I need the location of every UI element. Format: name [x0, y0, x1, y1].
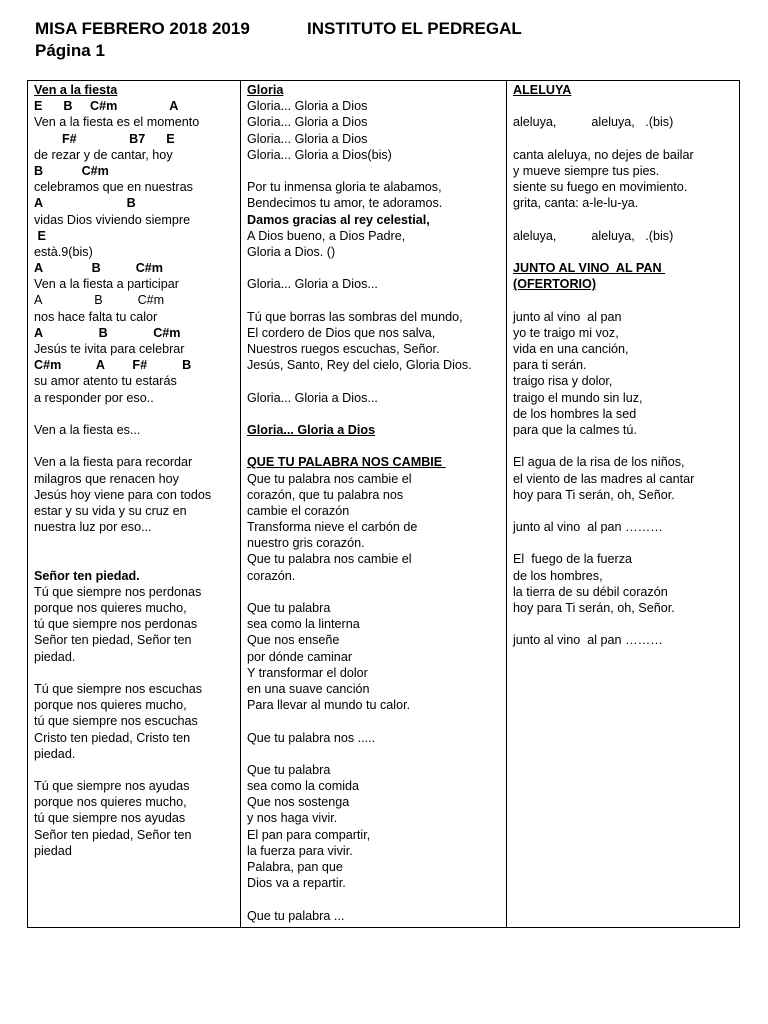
- song-line: Que tu palabra ...: [247, 908, 345, 923]
- song-line: celebramos que en nuestras: [34, 180, 193, 195]
- song-line: junto al vino al pan: [513, 309, 622, 324]
- song-line: El cordero de Dios que nos salva,: [247, 325, 436, 340]
- song-line: Por tu inmensa gloria te alabamos,: [247, 180, 442, 195]
- song-line: Gloria... Gloria a Dios...: [247, 390, 378, 405]
- song-line: siente su fuego en movimiento.: [513, 180, 688, 195]
- song-line: A Dios bueno, a Dios Padre,: [247, 228, 406, 243]
- song-line: [247, 713, 506, 729]
- song-line: [247, 891, 506, 907]
- song-line: [247, 292, 506, 308]
- song-column-2: [241, 81, 507, 927]
- song-line: Tú que siempre nos ayudas: [34, 779, 190, 794]
- song-line: [513, 535, 739, 551]
- song-line: Que tu palabra: [247, 601, 331, 615]
- song-line: estar y su vida y su cruz en: [34, 503, 187, 518]
- song-line: junto al vino al pan ………: [513, 520, 663, 535]
- song-line: Que nos enseñe: [247, 633, 340, 648]
- song-line: Jesús hoy viene para con todos: [34, 487, 212, 502]
- song-line: [513, 503, 739, 519]
- song-line: tú que siempre nos perdonas: [34, 617, 198, 632]
- song-line: de los hombres la sed: [513, 406, 637, 421]
- song-line: Jesús, Santo, Rey del cielo, Gloria Dios.: [247, 358, 472, 373]
- song-line: Ven a la fiesta es el momento: [34, 115, 200, 130]
- page-number: Página 1: [35, 41, 105, 60]
- document-title: MISA FEBRERO 2018 2019: [35, 19, 250, 38]
- song-line: sea como la comida: [247, 779, 359, 794]
- song-line: porque nos quieres mucho,: [34, 698, 187, 713]
- song-line: y mueve siempre tus pies.: [513, 163, 660, 178]
- song-line: [34, 438, 240, 454]
- song-line: Gloria a Dios. (): [247, 244, 336, 259]
- song-line: a responder por eso..: [34, 390, 154, 405]
- song-line: Jesús te ivita para celebrar: [34, 342, 185, 356]
- song-title: QUE TU PALABRA NOS CAMBIE: [247, 455, 446, 470]
- song-line: cambie el corazón: [247, 503, 350, 518]
- song-line: Señor ten piedad, Señor ten: [34, 827, 192, 842]
- song-line: [513, 98, 739, 114]
- song-line: Transforma nieve el carbón de: [247, 520, 418, 535]
- song-line: corazón, que tu palabra nos: [247, 487, 404, 502]
- song-line: El fuego de la fuerza: [513, 552, 633, 567]
- song-line: [513, 244, 739, 260]
- song-line: hoy para Ti serán, oh, Señor.: [513, 601, 675, 615]
- song-line: [513, 616, 739, 632]
- song-line: nos hace falta tu calor: [34, 309, 158, 324]
- song-line: Ven a la fiesta para recordar: [34, 455, 193, 470]
- song-line: Gloria... Gloria a Dios: [247, 131, 368, 146]
- song-line: [247, 746, 506, 762]
- song-line: C#m A F# B: [34, 358, 192, 373]
- song-line: [513, 131, 739, 147]
- songs-table: [27, 80, 740, 928]
- song-line: traigo el mundo sin luz,: [513, 390, 643, 405]
- song-line: Dios va a repartir.: [247, 876, 346, 891]
- song-line: [247, 438, 506, 454]
- song-line: Cristo ten piedad, Cristo ten: [34, 730, 191, 745]
- song-line: Gloria... Gloria a Dios(bis): [247, 147, 392, 162]
- song-line: Gloria... Gloria a Dios: [247, 99, 368, 114]
- song-line: hoy para Ti serán, oh, Señor.: [513, 487, 675, 502]
- song-column-1: [28, 81, 241, 927]
- song-line: [247, 584, 506, 600]
- song-line: Señor ten piedad, Señor ten: [34, 633, 192, 648]
- song-line: Gloria... Gloria a Dios...: [247, 277, 378, 292]
- song-line: Para llevar al mundo tu calor.: [247, 698, 411, 713]
- song-line: tú que siempre nos ayudas: [34, 811, 186, 826]
- song-line: corazón.: [247, 568, 296, 583]
- song-line: [247, 163, 506, 179]
- song-line: A B C#m: [34, 325, 181, 340]
- song-line: de los hombres,: [513, 568, 603, 583]
- song-title: Ven a la fiesta: [34, 83, 118, 97]
- song-line: junto al vino al pan ………: [513, 633, 663, 648]
- song-line: [513, 212, 739, 228]
- song-column-3: [507, 81, 739, 927]
- song-line: vida en una canción,: [513, 342, 629, 356]
- song-line: y nos haga vivir.: [247, 811, 338, 826]
- song-line: la fuerza para vivir.: [247, 843, 353, 858]
- song-line: vidas Dios viviendo siempre: [34, 212, 191, 227]
- song-line: [247, 373, 506, 389]
- song-line: Ven a la fiesta es...: [34, 422, 141, 437]
- song-line: A B C#m: [34, 261, 163, 276]
- page-header: [35, 18, 522, 62]
- song-line: milagros que renacen hoy: [34, 471, 179, 486]
- song-line: Y transformar el dolor: [247, 665, 368, 680]
- song-line: porque nos quieres mucho,: [34, 601, 187, 615]
- song-line: de rezar y de cantar, hoy: [34, 147, 173, 162]
- song-line: [247, 406, 506, 422]
- song-line: porque nos quieres mucho,: [34, 795, 187, 810]
- song-line: Damos gracias al rey celestial,: [247, 212, 430, 227]
- song-line: Que tu palabra nos cambie el: [247, 552, 412, 567]
- song-line: [34, 406, 240, 422]
- song-line: nuestro gris corazón.: [247, 536, 365, 551]
- song-line: yo te traigo mi voz,: [513, 325, 619, 340]
- song-line: por dónde caminar: [247, 649, 353, 664]
- song-title: JUNTO AL VINO AL PAN: [513, 261, 666, 276]
- song-line: canta aleluya, no dejes de bailar: [513, 147, 694, 162]
- song-line: para ti serán.: [513, 358, 587, 373]
- song-line: A B C#m: [34, 293, 165, 308]
- song-line: Señor ten piedad.: [34, 568, 140, 583]
- song-line: sea como la linterna: [247, 617, 360, 632]
- song-line: Que tu palabra: [247, 762, 331, 777]
- song-line: [247, 260, 506, 276]
- song-line: Palabra, pan que: [247, 860, 343, 874]
- song-line: B C#m: [34, 163, 109, 178]
- song-line: Tú que borras las sombras del mundo,: [247, 309, 463, 324]
- song-line: E B C#m A: [34, 99, 179, 114]
- song-title: ALELUYA: [513, 83, 572, 97]
- song-line: Que tu palabra nos .....: [247, 730, 376, 745]
- song-line: el viento de las madres al cantar: [513, 471, 695, 486]
- song-line: [34, 535, 240, 551]
- song-line: Tú que siempre nos perdonas: [34, 584, 202, 599]
- song-line: para que la calmes tú.: [513, 422, 637, 437]
- song-line: F# B7 E: [34, 131, 175, 146]
- song-line: està.9(bis): [34, 244, 93, 259]
- song-line: [513, 292, 739, 308]
- song-line: [513, 438, 739, 454]
- song-line: piedad: [34, 843, 72, 858]
- song-line: grita, canta: a-le-lu-ya.: [513, 196, 639, 211]
- song-line: Gloria... Gloria a Dios: [247, 115, 368, 130]
- school-name: INSTITUTO EL PEDREGAL: [307, 19, 522, 38]
- song-line: Tú que siempre nos escuchas: [34, 681, 203, 696]
- song-line: El agua de la risa de los niños,: [513, 455, 685, 470]
- song-line: aleluya, aleluya, .(bis): [513, 115, 674, 130]
- song-line: A B: [34, 196, 136, 211]
- song-line: piedad.: [34, 746, 76, 761]
- song-line: tú que siempre nos escuchas: [34, 714, 198, 729]
- song-title: (OFERTORIO): [513, 277, 597, 292]
- song-line: Que tu palabra nos cambie el: [247, 471, 412, 486]
- song-line: la tierra de su débil corazón: [513, 584, 668, 599]
- song-line: su amor atento tu estarás: [34, 374, 177, 389]
- song-line: nuestra luz por eso...: [34, 520, 152, 535]
- song-line: [34, 551, 240, 567]
- song-line: aleluya, aleluya, .(bis): [513, 228, 674, 243]
- song-title: Gloria: [247, 83, 284, 97]
- song-line: Que nos sostenga: [247, 795, 350, 810]
- song-line: en una suave canción: [247, 681, 370, 696]
- song-line: Nuestros ruegos escuchas, Señor.: [247, 342, 440, 356]
- song-line: traigo risa y dolor,: [513, 374, 613, 389]
- song-line: El pan para compartir,: [247, 827, 371, 842]
- song-line: E: [34, 228, 46, 243]
- song-line: piedad.: [34, 649, 76, 664]
- song-line: Ven a la fiesta a participar: [34, 277, 179, 292]
- song-title: Gloria... Gloria a Dios: [247, 422, 376, 437]
- song-line: [34, 665, 240, 681]
- song-line: Bendecimos tu amor, te adoramos.: [247, 196, 443, 211]
- song-line: [34, 762, 240, 778]
